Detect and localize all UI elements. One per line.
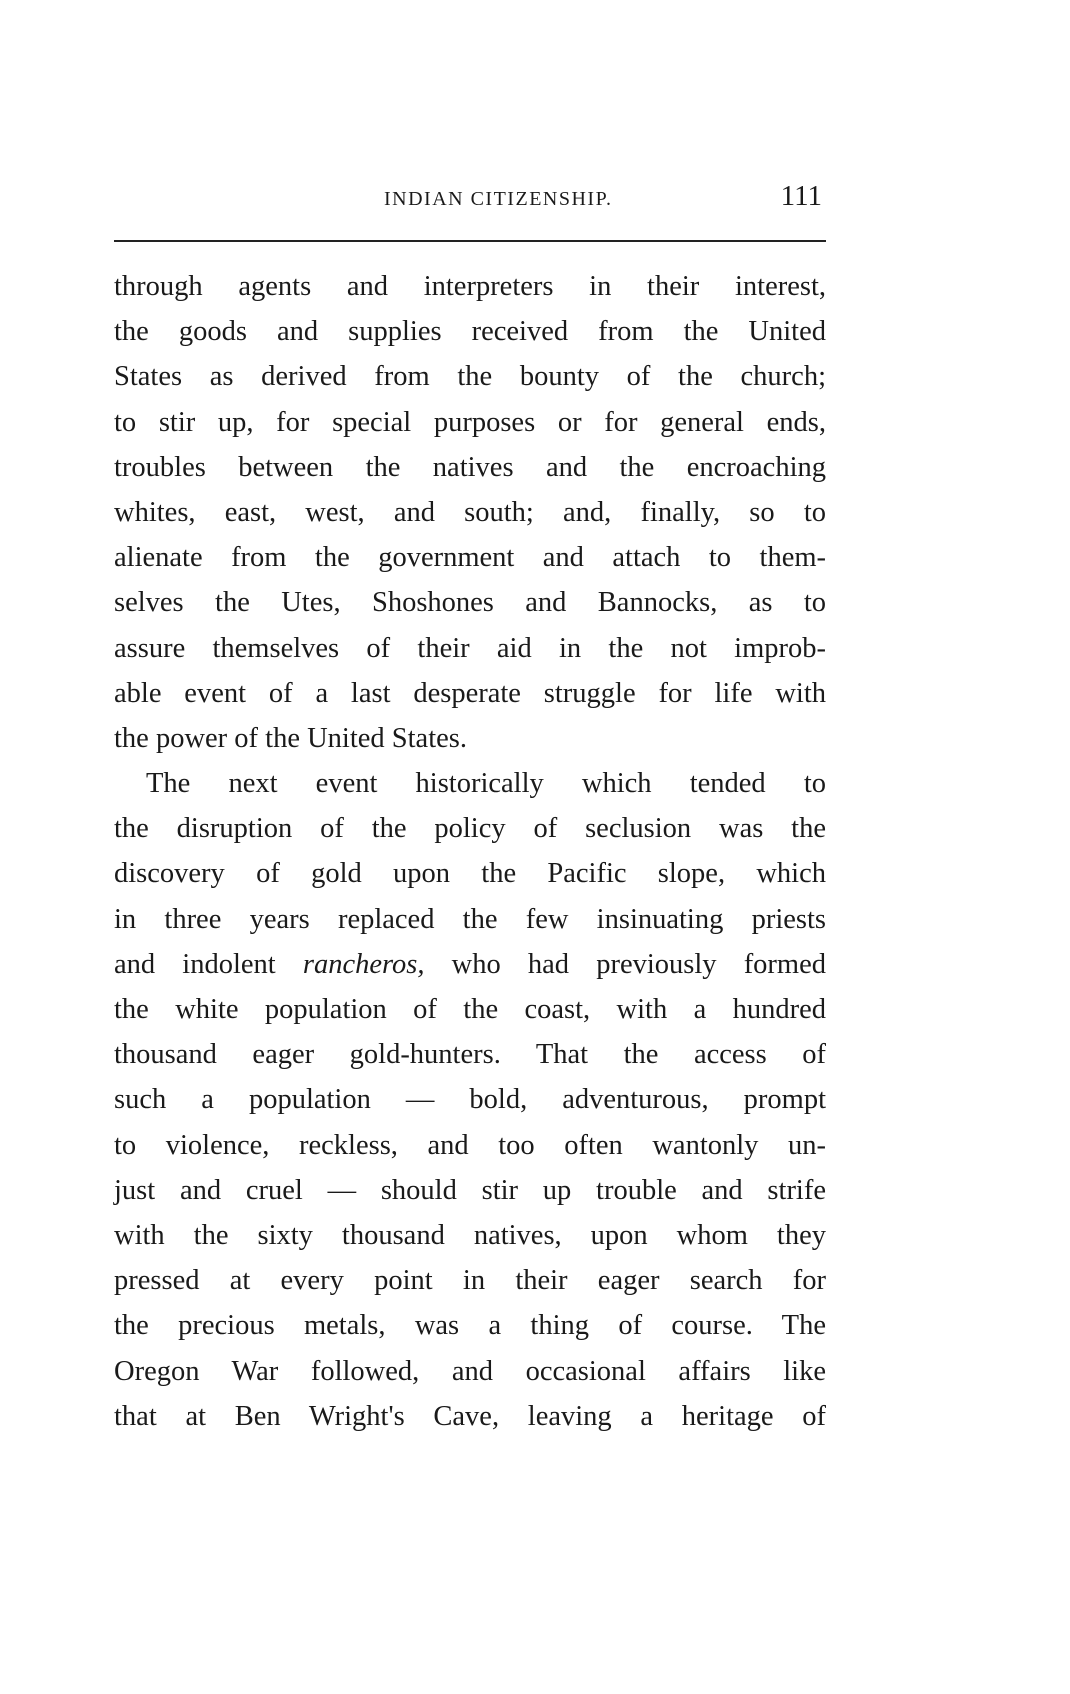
text-line: alienate from the government and attach to them- — [114, 542, 826, 574]
paragraph-1 — [114, 264, 826, 761]
text-span: who had previously formed — [451, 948, 826, 980]
text-line: the precious metals, was a thing of course. The — [114, 1310, 826, 1342]
text-line: such a population — bold, adventurous, prompt — [114, 1084, 826, 1116]
text-line: assure themselves of their aid in the not improb- — [114, 632, 826, 664]
text-line: through agents and interpreters in their interest, — [114, 271, 826, 302]
text-line: pressed at every point in their eager search for — [114, 1265, 826, 1297]
running-title: INDIAN CITIZENSHIP. — [384, 188, 613, 210]
text-line: The next event historically which tended to — [146, 768, 826, 800]
text-line: the goods and supplies received from the United — [114, 316, 826, 348]
text-line: to stir up, for special purposes or for general ends, — [114, 406, 826, 438]
text-line: selves the Utes, Shoshones and Bannocks, as to — [114, 587, 826, 619]
text-line: to violence, reckless, and too often wantonly un- — [114, 1129, 826, 1161]
text-line: Oregon War followed, and occasional affairs like — [114, 1355, 826, 1387]
page-header — [114, 180, 826, 220]
paragraph-2 — [114, 761, 826, 1439]
text-line: in three years replaced the few insinuating priests — [114, 903, 826, 935]
text-line: with the sixty thousand natives, upon whom they — [114, 1219, 826, 1251]
text-line: that at Ben Wright's Cave, leaving a heritage of — [114, 1400, 826, 1432]
text-line: able event of a last desperate struggle for life with — [114, 677, 826, 709]
page-body — [114, 264, 826, 1439]
text-line: the white population of the coast, with a hundred — [114, 994, 826, 1025]
text-line: thousand eager gold-hunters. That the access of — [114, 1039, 826, 1071]
text-line: troubles between the natives and the encroaching — [114, 451, 826, 483]
text-line: States as derived from the bounty of the church; — [114, 361, 826, 393]
text-line: whites, east, west, and south; and, finally, so to — [114, 496, 826, 528]
text-line — [114, 942, 826, 987]
text-line: discovery of gold upon the Pacific slope, which — [114, 858, 826, 890]
text-line: the power of the United States. — [114, 722, 467, 754]
page-number: 111 — [780, 180, 822, 212]
text-span: and indolent — [114, 948, 276, 980]
text-line: just and cruel — should stir up trouble and strife — [114, 1174, 826, 1206]
header-rule — [114, 240, 826, 242]
italic-term: rancheros, — [302, 948, 425, 980]
text-line: the disruption of the policy of seclusion was the — [114, 813, 826, 845]
